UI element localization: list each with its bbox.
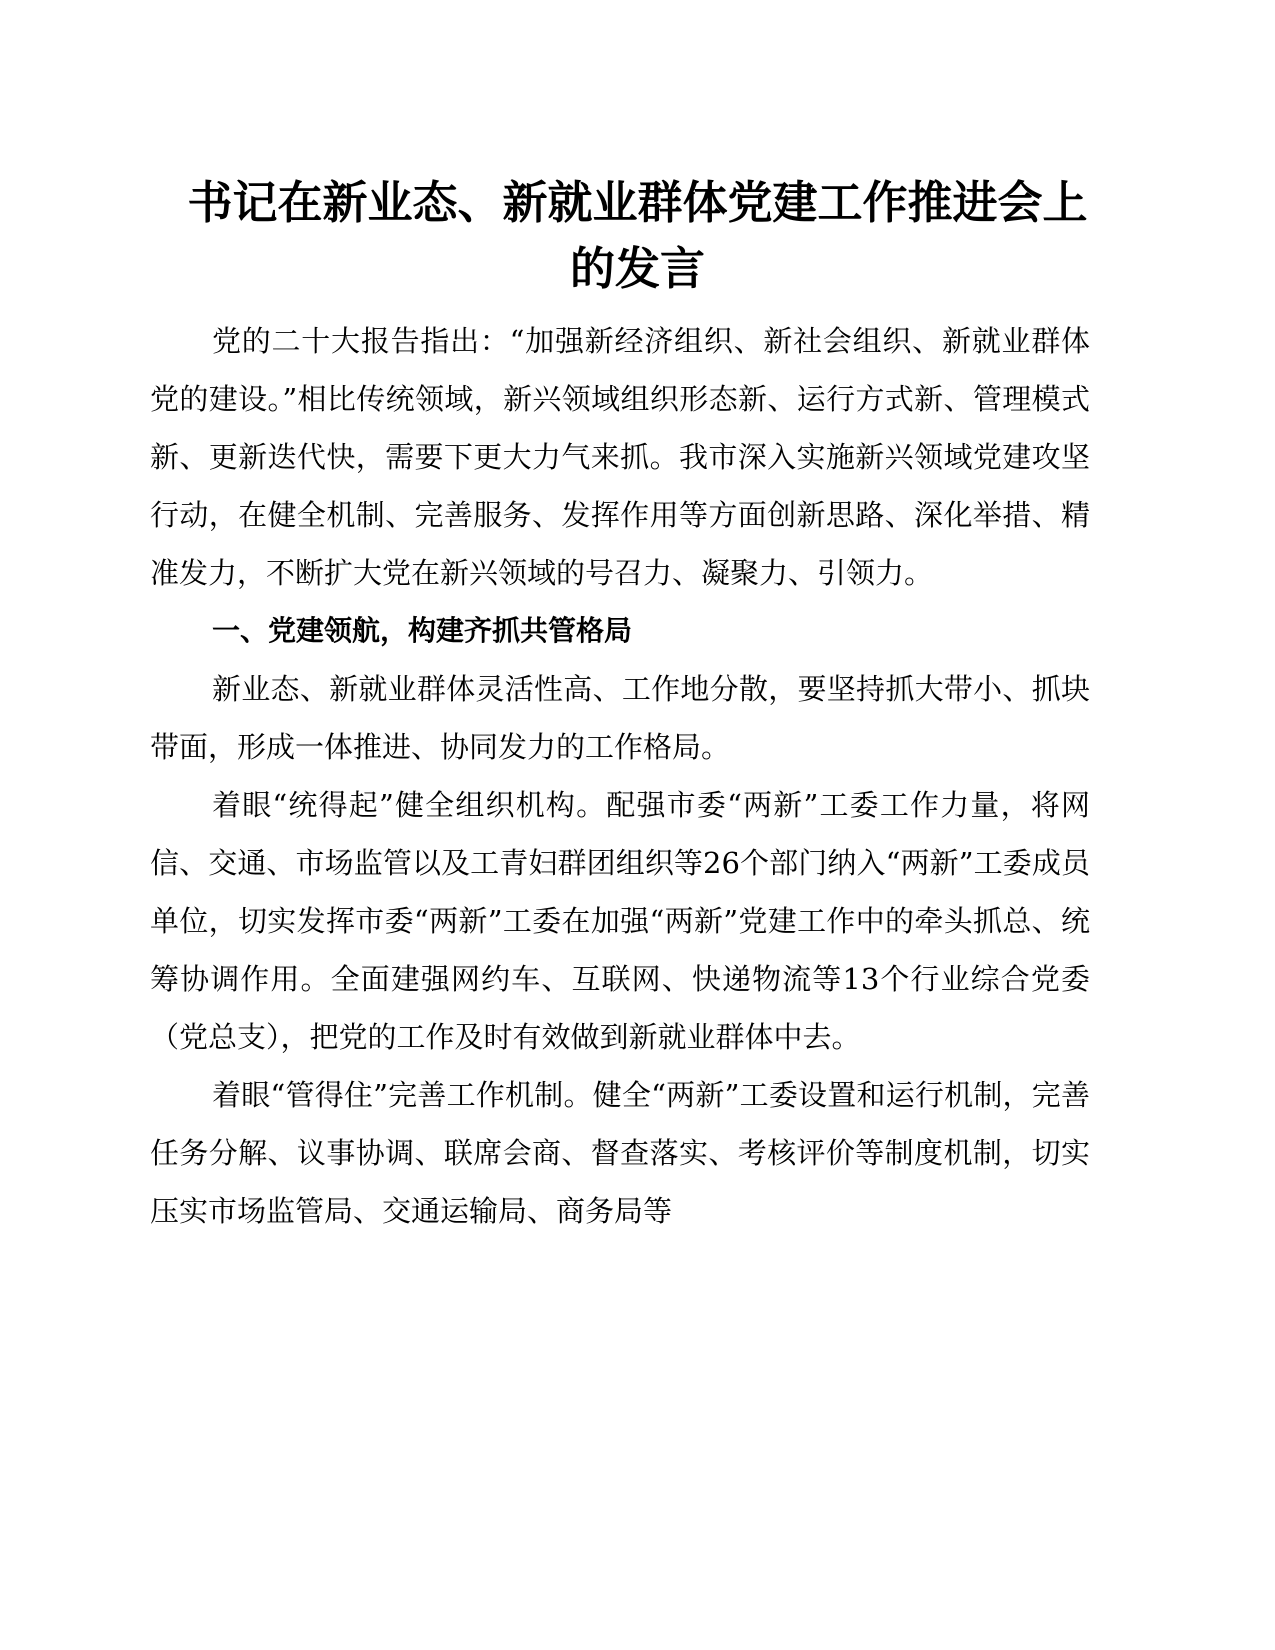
intro-paragraph: 党的二十大报告指出：“加强新经济组织、新社会组织、新就业群体党的建设。”相比传统领域，新兴领域组织形态新、运行方式新、管理模式新、更新迭代快，需要下更大力气来抓。我市深入实施新兴领域党建攻坚行动，在健全机制、完善服务、发挥作用等方面创新思路、深化举措、精准发力，不断扩大党在新兴领域的号召力、凝聚力、引领力。: [150, 324, 1090, 590]
document-title: [130, 170, 1145, 302]
title-line-1: 书记在新业态、新就业群体党建工作推进会上: [187, 176, 1088, 229]
section-1-paragraph-3: 着眼“管得住”完善工作机制。健全“两新”工委设置和运行机制，完善任务分解、议事协调、联席会商、督查落实、考核评价等制度机制，切实压实市场监管局、交通运输局、商务局等: [150, 1078, 1090, 1228]
section-1-paragraph-2: 着眼“统得起”健全组织机构。配强市委“两新”工委工作力量，将网信、交通、市场监管以及工青妇群团组织等26个部门纳入“两新”工委成员单位，切实发挥市委“两新”工委在加强“两新”党建工作中的牵头抓总、统筹协调作用。全面建强网约车、互联网、快递物流等13个行业综合党委（党总支），把党的工作及时有效做到新就业群体中去。: [150, 788, 1090, 1054]
document-body: [150, 312, 1090, 1240]
section-heading-1: 一、党建领航，构建齐抓共管格局: [212, 614, 633, 647]
title-line-2: 的发言: [569, 242, 705, 295]
section-1-paragraph-1: 新业态、新就业群体灵活性高、工作地分散，要坚持抓大带小、抓块带面，形成一体推进、协同发力的工作格局。: [150, 672, 1090, 764]
